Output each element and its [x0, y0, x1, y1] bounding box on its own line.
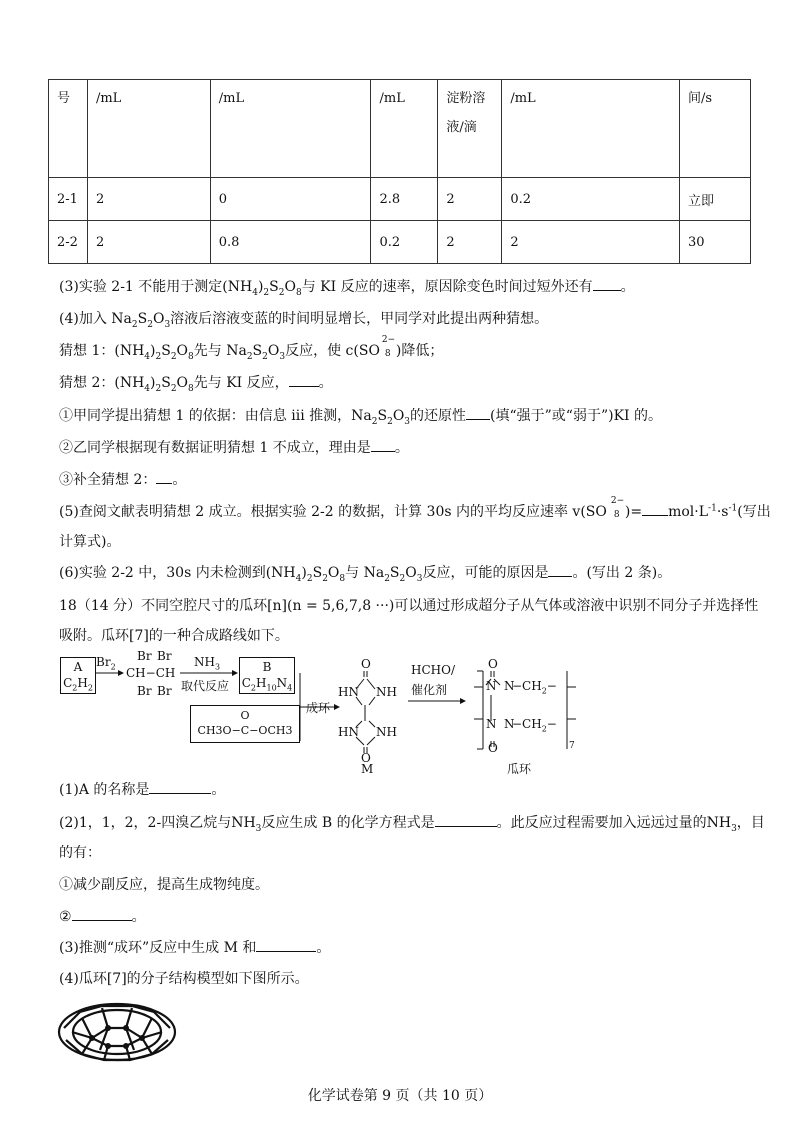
- table-header-cell: 间/s: [680, 80, 751, 178]
- atom-n: N: [504, 717, 515, 731]
- sub-q-2-reason-1: ①减少副反应，提高生成物纯度。: [59, 877, 269, 893]
- table-row: [49, 178, 751, 221]
- answer-blank[interactable]: [149, 780, 211, 794]
- sub-question-3: ③补全猜想 2： 。: [59, 472, 187, 488]
- sub-question-2: ②乙同学根据现有数据证明猜想 1 不成立，理由是 。: [59, 440, 409, 456]
- page-footer: 化学试卷第 9 页（共 10 页）: [307, 1088, 493, 1104]
- reagent-nh3: $NH_3$: [194, 655, 221, 672]
- atom-nh: HN: [338, 685, 359, 699]
- repeat-count: 7: [569, 741, 575, 751]
- atom-n: N: [504, 679, 515, 693]
- table-cell: 2: [87, 178, 210, 221]
- atom-o: O: [361, 657, 371, 671]
- atom-nh: NH: [376, 685, 397, 699]
- molecular-model-image: [52, 998, 182, 1066]
- atom-o: O: [488, 741, 498, 755]
- reagent-hcho: HCHO/: [411, 663, 455, 677]
- table-cell: 0: [210, 178, 371, 221]
- answer-blank[interactable]: [289, 373, 319, 387]
- answer-blank[interactable]: [548, 563, 572, 577]
- table-cell: 2: [438, 178, 502, 221]
- atom-nh: HN: [338, 725, 359, 739]
- question-5-cont: 计算式)。: [59, 534, 121, 550]
- guess-1: 猜想 1：$(NH_4)_2S_2O_8$先与 $Na_2S_2O_3$反应，使 c(SO 2− 8 )降低；: [59, 335, 444, 362]
- answer-blank[interactable]: [466, 406, 490, 420]
- br-label: Br: [157, 684, 172, 698]
- sub-question-1: ①甲同学提出猜想 1 的依据：由信息 iii 推测，$Na_2S_2O_3$的还原性 (填“强于”或“弱于”)KI 的。: [59, 408, 663, 427]
- br-label: Br: [137, 684, 152, 698]
- sub-q-2: (2)1，1，2，2-四溴乙烷与$NH_3$反应生成 B 的化学方程式是 。此反应过程需要加入远远过量的$NH_3$，目: [59, 815, 765, 834]
- answer-blank[interactable]: [435, 813, 497, 827]
- answer-blank[interactable]: [593, 277, 621, 291]
- table-cell: 2.8: [371, 178, 438, 221]
- answer-blank[interactable]: [156, 470, 172, 484]
- sub-q-1: (1)A 的名称是 。: [59, 782, 226, 798]
- table-cell: 0.2: [502, 178, 680, 221]
- ch2-group: $-CH_2-$: [512, 717, 557, 734]
- table-cell: 立即: [680, 178, 751, 221]
- table-cell: 0.2: [371, 221, 438, 264]
- sub-q-2-cont: 的有：: [59, 845, 101, 861]
- reagent-br2: $Br_2$: [96, 655, 116, 672]
- cyclization-label: 成环: [306, 701, 331, 715]
- sub-q-4: (4)瓜环[7]的分子结构模型如下图所示。: [59, 971, 309, 987]
- compound-b-box: B $C_2H_{10}N_4$: [239, 657, 295, 694]
- sub-q-3: (3)推测“成环”反应中生成 M 和 。: [59, 940, 331, 956]
- question-5: (5)查阅文献表明猜想 2 成立。根据实验 2-2 的数据，计算 30s 内的平均反应速率 v(SO 2− 8 )= $mol\cdot L^{-1}\cdot s^{-1}$(写出: [59, 496, 771, 520]
- label-m: M: [361, 762, 374, 776]
- question-4: (4)加入 $Na_2S_2O_3$溶液后溶液变蓝的时间明显增长，甲同学对此提出两种猜想。: [59, 311, 549, 330]
- answer-blank[interactable]: [72, 907, 132, 921]
- question-3: (3)实验 2-1 不能用于测定$(NH_4)_2S_2O_8$与 KI 反应的速率，原因除变色时间过短外还有 。: [59, 279, 635, 298]
- answer-blank[interactable]: [256, 938, 316, 952]
- sub-q-2-reason-2: ② 。: [59, 909, 146, 925]
- atom-n: N: [486, 679, 497, 693]
- table-cell: 0.8: [210, 221, 371, 264]
- question-18: 18（14 分）不同空腔尺寸的瓜环[n](n = 5,6,7,8 ···)可以通过形成超分子从气体或溶液中识别不同分子并选择性: [59, 598, 759, 614]
- reaction-scheme: [0, 645, 800, 775]
- table-cell: 2-2: [49, 221, 88, 264]
- molecule-m: [356, 671, 375, 753]
- br-label: Br: [157, 649, 172, 663]
- table-cell: 2: [87, 221, 210, 264]
- scheme-arrows: [0, 645, 800, 775]
- table-header-cell: /mL: [502, 80, 680, 178]
- atom-n: N: [486, 717, 497, 731]
- table-cell: 30: [680, 221, 751, 264]
- table-header-cell: 号: [49, 80, 88, 178]
- atom-nh: NH: [376, 725, 397, 739]
- table-row: [49, 221, 751, 264]
- experiment-table: [48, 79, 751, 264]
- dimethyl-carbonate-box: O CH3O−C−OCH3: [190, 705, 300, 743]
- table-header-cell: /mL: [210, 80, 371, 178]
- table-cell: 2-1: [49, 178, 88, 221]
- answer-blank[interactable]: [371, 438, 395, 452]
- label-guahuan: 瓜环: [507, 762, 532, 776]
- table-header-cell: /mL: [87, 80, 210, 178]
- table-cell: 2: [438, 221, 502, 264]
- atom-o: O: [361, 751, 371, 765]
- compound-a-box: A $C_2H_2$: [60, 657, 96, 694]
- br-label: Br: [137, 649, 152, 663]
- question-6: (6)实验 2-2 中，30s 内未检测到$(NH_4)_2S_2O_8$与 $Na_2S_2O_3$反应，可能的原因是 。(写出 2 条)。: [59, 565, 672, 584]
- reaction-type: 取代反应: [181, 679, 230, 693]
- atom-o: O: [488, 657, 498, 671]
- table-cell: 2: [502, 221, 680, 264]
- question-18-cont: 吸附。瓜环[7]的一种合成路线如下。: [59, 628, 289, 644]
- table-header-row: [49, 80, 751, 178]
- guess-2: 猜想 2：$(NH_4)_2S_2O_8$先与 KI 反应， 。: [59, 375, 333, 394]
- table-header-cell: /mL: [371, 80, 438, 178]
- tetrabromoethane-chain: CH−CH: [126, 666, 176, 680]
- table-header-cell: 淀粉溶液/滴: [438, 80, 502, 178]
- reagent-catalyst: 催化剂: [411, 683, 448, 697]
- ch2-group: $-CH_2-$: [512, 679, 557, 696]
- answer-blank[interactable]: [642, 502, 668, 516]
